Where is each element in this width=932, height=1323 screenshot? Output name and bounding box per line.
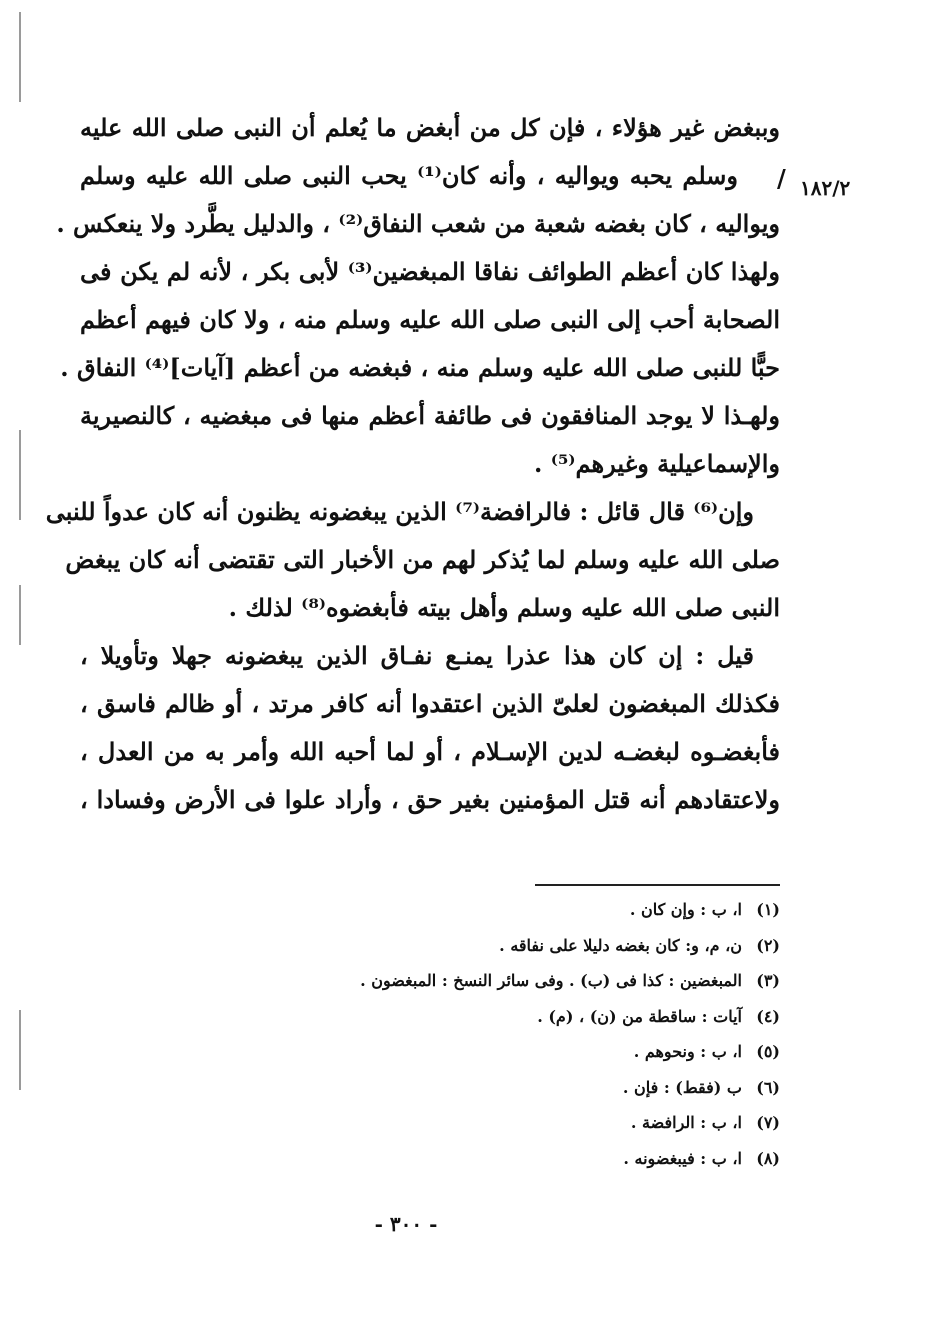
text-line: ولاعتقادهم أنه قتل المؤمنين بغير حق ، وأراد علوا فى الأرض وفسادا ، xyxy=(80,785,780,814)
text-line: وإن⁽⁶⁾ قال قائل : فالرافضة⁽⁷⁾ الذين يبغضونه يظنون أنه كان عدواً للنبى xyxy=(45,497,754,526)
binding-edge-line xyxy=(19,430,21,520)
footnote-text: ا، ب : وإن كان . xyxy=(629,900,742,919)
footnote-number: (٤) xyxy=(756,1006,780,1026)
binding-edge-line xyxy=(19,585,21,645)
margin-slash: / xyxy=(777,164,786,193)
footnote-number: (٢) xyxy=(756,935,780,955)
text-line: والإسماعيلية وغيرهم⁽⁵⁾ . xyxy=(534,449,780,478)
main-text xyxy=(45,104,780,824)
text-line: قيل : إن كان هذا عذرا يمنـع نفـاق الذين يبغضونه جهلا وتأويلا ، xyxy=(80,641,754,670)
text-line: ويواليه ، كان بغضه شعبة من شعب النفاق⁽²⁾ ، والدليل يطَّرد ولا ينعكس . xyxy=(56,209,780,238)
footnote-text: ا، ب : ونحوهم . xyxy=(633,1042,742,1061)
footnote xyxy=(300,963,780,999)
text-line: الصحابة أحب إلى النبى صلى الله عليه وسلم منه ، ولا كان فيهم أعظم xyxy=(80,305,780,334)
footnote-text: المبغضين : كذا فى (ب) . وفى سائر النسخ : المبغضون . xyxy=(360,971,742,990)
text-line: النبى صلى الله عليه وسلم وأهل بيته فأبغضوه⁽⁸⁾ لذلك . xyxy=(228,593,780,622)
footnote xyxy=(300,1105,780,1141)
text-line: حبًّا للنبى صلى الله عليه وسلم منه ، فبغضه من أعظم [آيات]⁽⁴⁾ النفاق . xyxy=(60,353,780,382)
page-number: - ٣٠٠ - xyxy=(374,1212,438,1236)
text-line: ولهـذا لا يوجد المنافقون فى طائفة أعظم منها فى مبغضيه ، كالنصيرية xyxy=(80,401,780,430)
footnote xyxy=(300,928,780,964)
footnote-text: آيات : ساقطة من (ن) ، (م) . xyxy=(537,1006,742,1026)
footnote xyxy=(300,1070,780,1106)
footnote-separator xyxy=(535,884,780,886)
binding-edge-line xyxy=(19,1010,21,1090)
footnote-number: (٦) xyxy=(756,1077,780,1097)
footnote-text: ا، ب : الرافضة . xyxy=(630,1113,742,1132)
margin-reference: ١٨٢/٢ xyxy=(800,176,851,200)
footnote-number: (٨) xyxy=(756,1148,780,1168)
text-line: وسلم يحبه ويواليه ، وأنه كان⁽¹⁾ يحب النبى صلى الله عليه وسلم xyxy=(80,161,738,190)
footnote-number: (٥) xyxy=(756,1042,780,1061)
footnote-number: (٣) xyxy=(756,971,780,990)
footnote xyxy=(300,1034,780,1070)
footnote xyxy=(300,999,780,1035)
footnote-number: (٧) xyxy=(756,1113,780,1132)
text-line: فأبغضـوه لبغضـه لدين الإسـلام ، أو لما أحبه الله وأمر به من العدل ، xyxy=(80,737,780,766)
footnote xyxy=(300,1141,780,1177)
text-line: فكذلك المبغضون لعلىّ الذين اعتقدوا أنه كافر مرتد ، أو ظالم فاسق ، xyxy=(80,689,780,718)
binding-edge-line xyxy=(19,12,21,102)
footnote-text: ب (فقط) : فإن . xyxy=(622,1077,742,1097)
footnote-number: (١) xyxy=(756,900,780,919)
footnote xyxy=(300,892,780,928)
footnotes xyxy=(300,892,780,1176)
text-line: صلى الله عليه وسلم لما يُذكر لهم من الأخبار التى تقتضى أنه كان يبغض xyxy=(65,545,780,574)
footnote-text: ا، ب : فيبغضونه . xyxy=(623,1148,742,1168)
text-line: ولهذا كان أعظم الطوائف نفاقا المبغضين⁽³⁾ لأبى بكر ، لأنه لم يكن فى xyxy=(80,257,780,286)
text-line: وببغض غير هؤلاء ، فإن كل من أبغض ما يُعلم أن النبى صلى الله عليه xyxy=(80,113,780,142)
footnote-text: ن، م، و: كان بغضه دليلا على نفاقه . xyxy=(499,935,742,955)
